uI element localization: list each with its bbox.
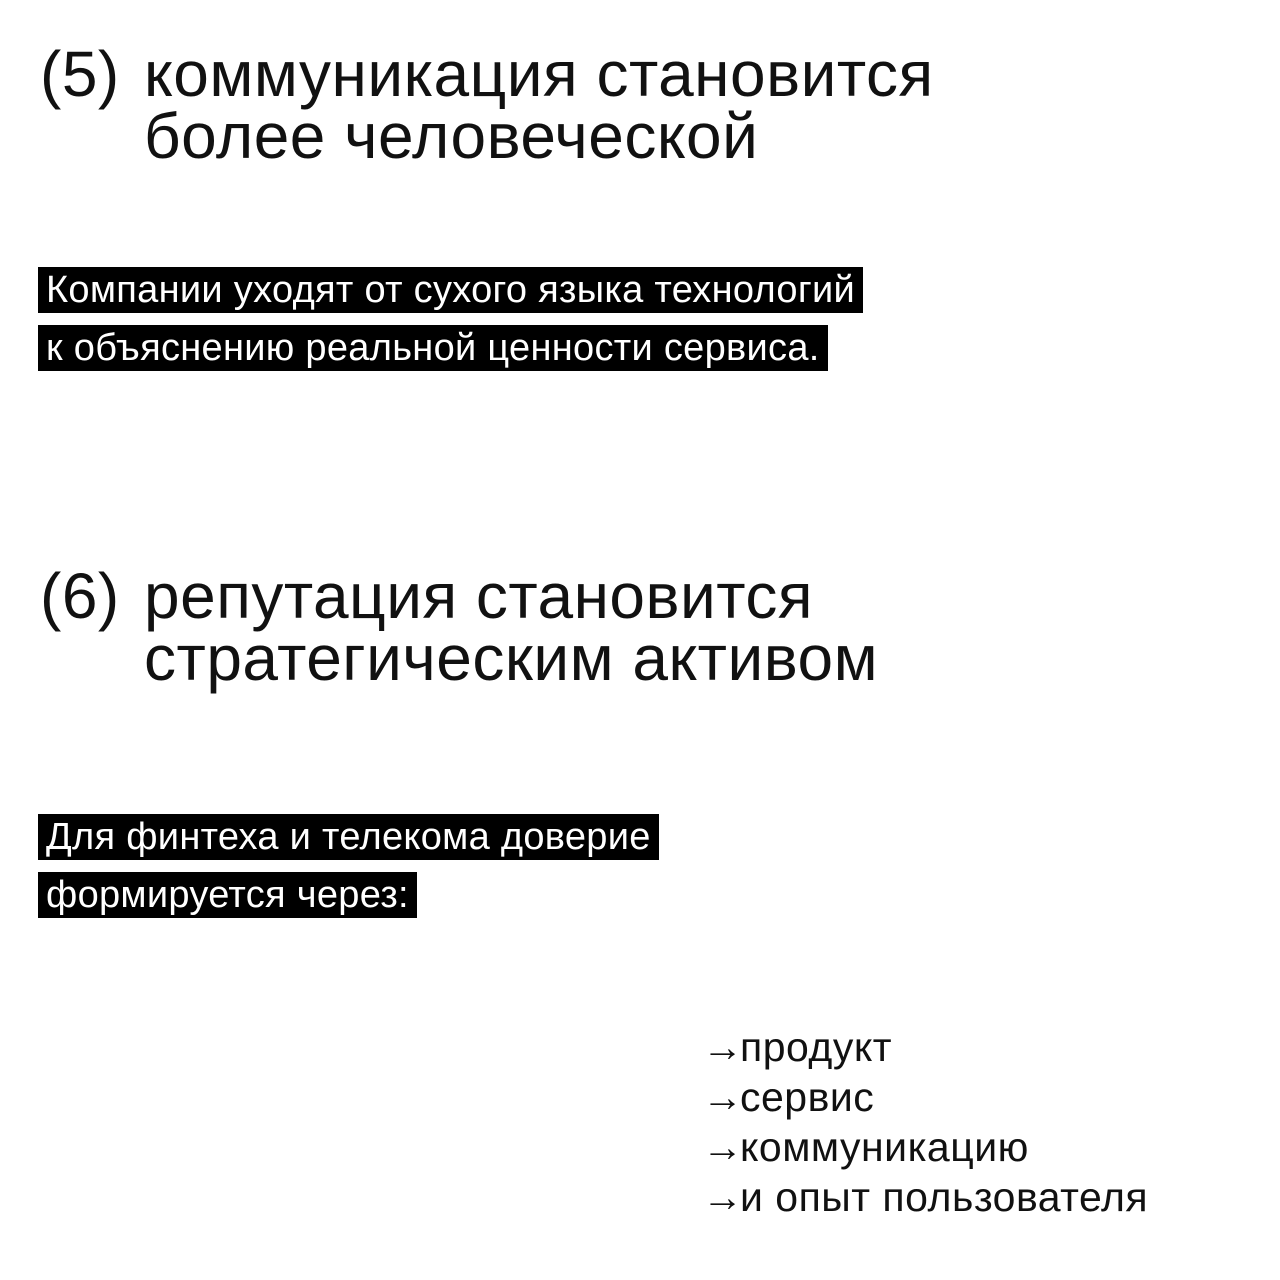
- arrow-right-icon: →: [702, 1074, 744, 1120]
- section-6-heading-line-2: стратегическим активом: [144, 622, 879, 694]
- section-5-heading-line-1: коммуникация становится: [144, 38, 934, 110]
- arrow-right-icon: →: [702, 1024, 744, 1070]
- list-item: [702, 1122, 1148, 1172]
- section-5-heading: [40, 38, 1240, 174]
- section-5-number: (5): [40, 38, 120, 110]
- section-6-heading-line-1: репутация становится: [144, 560, 813, 632]
- section-6-heading: [40, 560, 1240, 696]
- section-5-highlight-line-1: Компании уходят от сухого языка технологий: [38, 267, 863, 313]
- arrow-right-icon: →: [702, 1124, 744, 1170]
- list-item-label: коммуникацию: [740, 1124, 1029, 1170]
- list-item-label: и опыт пользователя: [740, 1174, 1149, 1220]
- list-item: [702, 1072, 1148, 1122]
- list-item: [702, 1022, 1148, 1072]
- section-6-highlight-line-1: Для финтеха и телекома доверие: [38, 814, 659, 860]
- list-item-label: продукт: [740, 1024, 893, 1070]
- section-6-highlight-line-2: формируется через:: [38, 872, 417, 918]
- section-5-highlight-line-2: к объяснению реальной ценности сервиса.: [38, 325, 828, 371]
- trust-factors-list: [702, 1022, 1148, 1222]
- section-6-number: (6): [40, 560, 120, 632]
- list-item: [702, 1172, 1148, 1222]
- section-5-heading-line-2: более человеческой: [144, 100, 759, 172]
- arrow-right-icon: →: [702, 1174, 744, 1220]
- list-item-label: сервис: [740, 1074, 875, 1120]
